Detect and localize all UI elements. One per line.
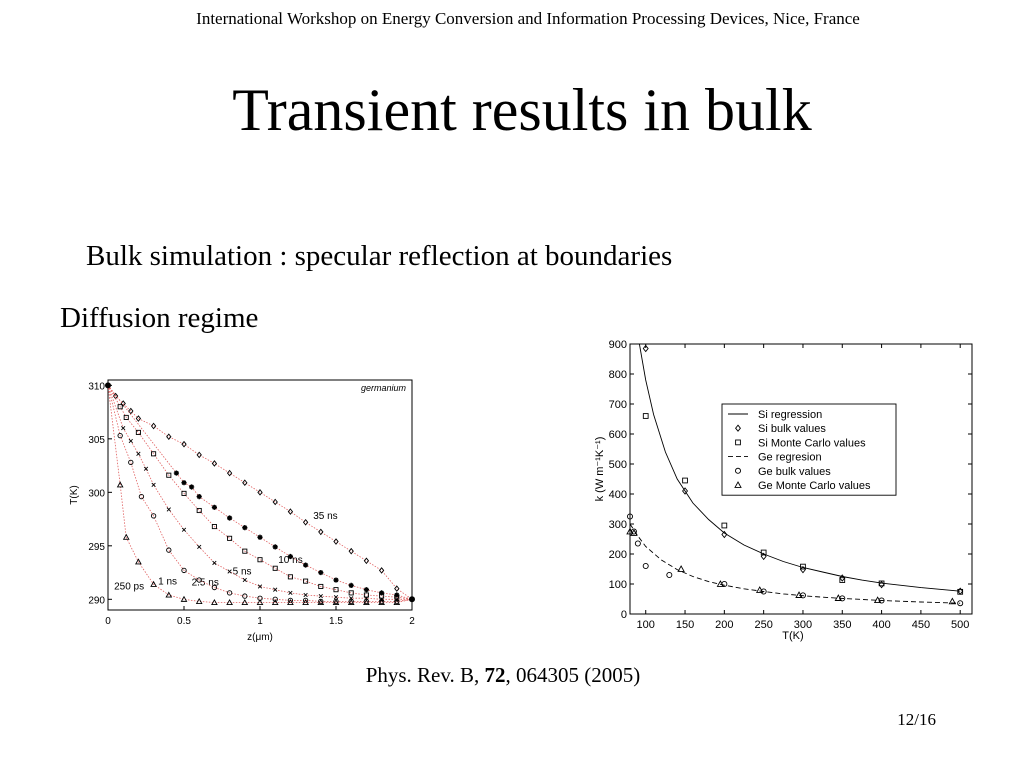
boundary-point xyxy=(409,596,415,602)
data-point xyxy=(643,414,648,419)
y-tick-label: 900 xyxy=(608,339,627,351)
data-point xyxy=(197,545,201,549)
citation-volume: 72 xyxy=(484,663,506,687)
data-point xyxy=(319,529,323,534)
data-point xyxy=(243,480,247,485)
data-point xyxy=(121,426,125,430)
y-tick-label: 600 xyxy=(608,429,627,441)
data-point xyxy=(304,579,308,583)
data-point xyxy=(289,591,293,595)
y-tick-label: 0 xyxy=(620,609,627,621)
thermal-conductivity-chart xyxy=(560,332,980,642)
data-point xyxy=(258,490,262,495)
germanium-annotation: germanium xyxy=(360,383,406,393)
y-tick-label: 200 xyxy=(608,549,627,561)
data-point xyxy=(129,439,133,443)
y-tick-label: 400 xyxy=(608,489,627,501)
data-point xyxy=(395,586,399,591)
x-tick-label: 300 xyxy=(793,619,813,631)
profile-curve-250-ps xyxy=(108,385,412,602)
data-point xyxy=(364,587,369,592)
data-point xyxy=(667,572,672,577)
bullet-bulk-simulation: Bulk simulation : specular reflection at boundaries xyxy=(86,240,673,272)
x-tick-label: 250 xyxy=(754,619,773,631)
data-point xyxy=(304,593,308,597)
x-tick-label: 500 xyxy=(951,619,970,631)
x-tick-label: 2 xyxy=(409,616,415,627)
data-point xyxy=(167,548,171,552)
data-point xyxy=(722,523,727,528)
series-label: 1 ns xyxy=(158,576,178,588)
x-axis-label: z(μm) xyxy=(247,632,273,642)
data-point xyxy=(635,541,640,546)
data-point xyxy=(303,562,308,567)
bullet-diffusion-regime: Diffusion regime xyxy=(60,302,259,334)
y-axis-label: k (W m⁻¹K⁻¹) xyxy=(594,436,606,502)
data-point xyxy=(678,566,684,571)
data-point xyxy=(643,563,648,568)
data-point xyxy=(124,535,129,540)
slide-title: Transient results in bulk xyxy=(232,77,812,143)
germanium-temperature-profile-chart xyxy=(62,362,432,642)
data-point xyxy=(167,508,171,512)
data-point xyxy=(364,558,368,563)
data-point xyxy=(228,570,232,574)
data-point xyxy=(182,442,186,447)
data-point xyxy=(167,434,171,439)
y-tick-label: 300 xyxy=(608,519,627,531)
x-tick-label: 100 xyxy=(636,619,655,631)
series-line-ge-regresion xyxy=(630,524,960,603)
series-label: 10 ns xyxy=(278,554,303,566)
x-tick-label: 0.5 xyxy=(177,616,191,627)
x-tick-label: 1.5 xyxy=(329,616,343,627)
y-axis-label: T(K) xyxy=(69,485,80,505)
data-point xyxy=(228,470,232,475)
data-point xyxy=(835,595,841,600)
data-point xyxy=(257,535,262,540)
series-label: 5 ns xyxy=(232,566,252,578)
workshop-header: International Workshop on Energy Conversion and Information Processing Devices, Nice, France xyxy=(196,9,860,28)
y-tick-label: 100 xyxy=(608,579,627,591)
y-tick-label: 500 xyxy=(608,459,627,471)
citation-suffix: , 064305 (2005) xyxy=(505,663,641,687)
x-tick-label: 0 xyxy=(105,616,111,627)
profile-curve-2-5-ns xyxy=(108,385,412,599)
page-number: 12/16 xyxy=(897,710,936,729)
data-point xyxy=(182,528,186,532)
boundary-point xyxy=(105,382,111,388)
y-tick-label: 290 xyxy=(88,595,105,607)
data-point xyxy=(189,484,194,489)
data-point xyxy=(380,568,384,573)
series-label: 250 ps xyxy=(114,581,145,593)
data-point xyxy=(273,566,277,570)
y-tick-label: 310 xyxy=(88,381,105,393)
legend-entry: Ge bulk values xyxy=(758,465,831,478)
y-tick-label: 295 xyxy=(88,541,105,553)
legend-entry: Ge Monte Carlo values xyxy=(758,480,871,492)
data-point xyxy=(796,592,802,597)
x-tick-label: 450 xyxy=(911,619,931,631)
data-point xyxy=(318,570,323,575)
data-point xyxy=(304,520,308,525)
legend-entry: Si bulk values xyxy=(758,423,826,436)
citation-prefix: Phys. Rev. B, xyxy=(365,663,485,687)
profile-curve-1-ns xyxy=(108,385,412,601)
data-point xyxy=(227,515,232,520)
data-point xyxy=(212,461,216,466)
legend-entry: Si Monte Carlo values xyxy=(758,437,866,450)
data-point xyxy=(152,423,156,428)
data-point xyxy=(243,578,247,582)
data-point xyxy=(273,544,278,549)
data-point xyxy=(213,561,217,565)
data-point xyxy=(288,509,292,514)
x-axis-label: T(K) xyxy=(782,630,804,642)
data-point xyxy=(958,601,963,606)
data-point xyxy=(129,460,133,464)
data-point xyxy=(683,478,688,483)
profile-curve-10-ns xyxy=(108,385,412,599)
legend-entry: Ge regresion xyxy=(758,451,822,464)
data-point xyxy=(152,483,156,487)
data-point xyxy=(242,525,247,530)
series-label: 2.5 ns xyxy=(191,577,219,589)
data-point xyxy=(334,539,338,544)
y-tick-label: 300 xyxy=(88,488,105,500)
x-tick-label: 150 xyxy=(675,619,695,631)
citation xyxy=(0,663,1006,688)
data-point xyxy=(144,467,148,471)
data-point xyxy=(212,505,217,510)
profile-curve-35-ns xyxy=(108,385,412,599)
data-point xyxy=(319,594,323,598)
legend-entry: Si regression xyxy=(758,409,823,421)
data-point xyxy=(139,494,143,498)
x-tick-label: 350 xyxy=(833,619,852,631)
profile-curve-5-ns xyxy=(108,385,412,599)
x-tick-label: 1 xyxy=(257,616,263,627)
data-point xyxy=(273,499,277,504)
data-point xyxy=(349,549,353,554)
y-tick-label: 305 xyxy=(88,434,105,446)
data-point xyxy=(137,452,141,456)
x-tick-label: 200 xyxy=(715,619,734,631)
series-label: 35 ns xyxy=(313,511,338,523)
x-tick-label: 400 xyxy=(872,619,891,631)
data-point xyxy=(333,577,338,582)
y-tick-label: 800 xyxy=(608,369,627,381)
data-point xyxy=(197,452,201,457)
y-tick-label: 700 xyxy=(608,399,627,411)
data-point xyxy=(349,583,354,588)
